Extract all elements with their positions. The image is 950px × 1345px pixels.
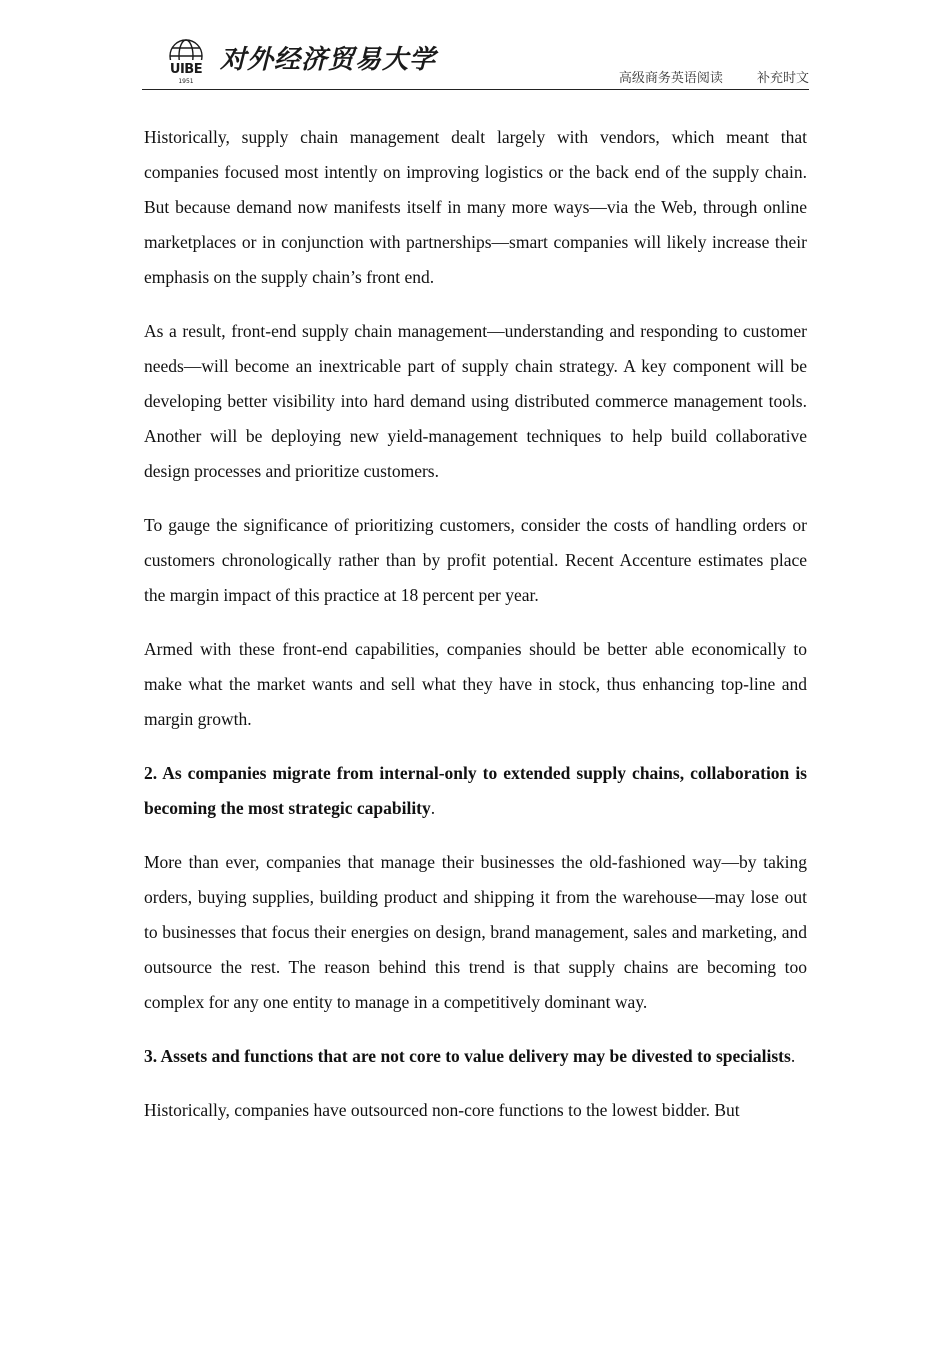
- paragraph: To gauge the significance of prioritizing customers, consider the costs of handling orders or customers chronologically rather than by profit potential. Recent Accenture estimates place the margin impact of this practice at 18 percent per year.: [144, 515, 807, 605]
- course-title: 高级商务英语阅读: [618, 71, 723, 86]
- svg-text:对外经济贸易大学: 对外经济贸易大学: [220, 45, 437, 75]
- running-header: [619, 67, 809, 86]
- article-body: [144, 120, 807, 1147]
- header-rule: [142, 89, 809, 90]
- section-label: 补充时文: [756, 71, 809, 86]
- heading-period: .: [790, 1046, 796, 1066]
- paragraph: Historically, supply chain management dealt largely with vendors, which meant that companies focused most intently on improving logistics or the back end of the supply chain. But because demand now manifests itself in many more ways—via the Web, through online marketplaces or in conjunction with partnerships—smart companies will likely increase their emphasis on the supply chain’s front end.: [144, 127, 807, 287]
- heading-text: 2. As companies migrate from internal-only to extended supply chains, collaboration is becoming the most strategic capability: [144, 763, 807, 818]
- paragraph: Historically, companies have outsourced non-core functions to the lowest bidder. But: [144, 1100, 740, 1120]
- paragraph: Armed with these front-end capabilities, companies should be better able economically to make what the market wants and sell what they have in stock, thus enhancing top-line and margin growth.: [144, 639, 807, 729]
- paragraph: More than ever, companies that manage their businesses the old-fashioned way—by taking orders, buying supplies, building product and shipping it from the warehouse—may lose out to businesses that focus their energies on design, brand management, sales and marketing, and outsource the rest. The reason behind this trend is that supply chains are becoming too complex for any one entity to manage in a competitively dominant way.: [144, 852, 807, 1012]
- page-header: [142, 30, 809, 90]
- university-logo: [162, 34, 437, 86]
- svg-text:UIBE: UIBE: [169, 62, 203, 77]
- section-heading-2: [144, 756, 807, 826]
- section-heading-3: [144, 1039, 807, 1074]
- svg-text:1951: 1951: [178, 78, 194, 85]
- heading-period: .: [430, 798, 436, 818]
- heading-text: 3. Assets and functions that are not core to value delivery may be divested to specialists: [144, 1046, 791, 1066]
- paragraph: As a result, front-end supply chain management—understanding and responding to customer needs—will become an inextricable part of supply chain strategy. A key component will be developing better visibility into hard demand using distributed commerce management tools. Another will be deploying new yield-management techniques to help build collaborative design processes and prioritize customers.: [144, 321, 807, 481]
